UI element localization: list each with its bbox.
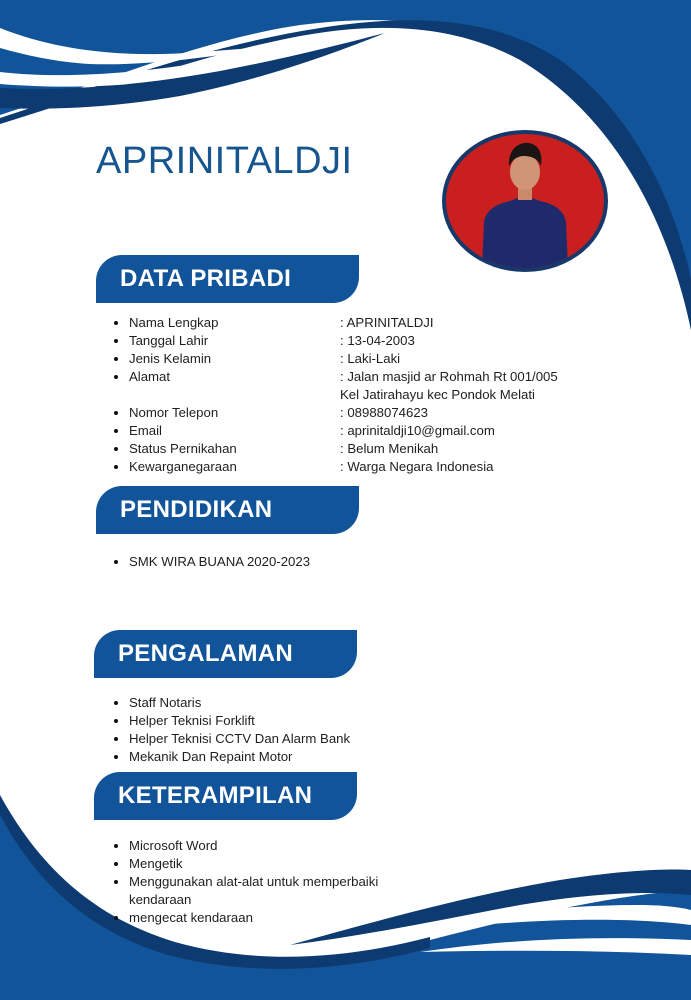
candidate-name: APRINITALDJI [96,140,353,182]
experience-list [112,694,350,766]
list-item [112,422,580,440]
list-item: Microsoft Word [112,837,402,855]
list-item: SMK WIRA BUANA 2020-2023 [112,553,310,571]
list-item: Mekanik Dan Repaint Motor [112,748,350,766]
person-silhouette-icon [446,134,604,268]
list-item: Mengetik [112,855,402,873]
field-label: Nama Lengkap [129,315,219,330]
section-title: DATA PRIBADI [120,265,292,292]
section-header-pendidikan [96,486,359,534]
section-title: PENDIDIKAN [120,496,273,523]
field-label: Nomor Telepon [129,405,219,420]
skills-list [112,837,402,927]
section-header-data-pribadi [96,255,359,303]
profile-photo [446,134,604,268]
list-item [112,368,580,404]
list-item [112,350,580,368]
section-title: KETERAMPILAN [118,782,313,809]
field-value: : APRINITALDJI [340,315,434,330]
section-title: PENGALAMAN [118,640,293,667]
field-label: Kewarganegaraan [129,459,237,474]
list-item [112,440,580,458]
list-item [112,332,580,350]
list-item [112,404,580,422]
field-value: : 08988074623 [340,405,429,420]
personal-data-list [112,314,580,476]
field-value: : Jalan masjid ar Rohmah Rt 001/005 Kel Jatirahayu kec Pondok Melati [340,369,558,402]
list-item: Helper Teknisi Forklift [112,712,350,730]
field-value: : Warga Negara Indonesia [340,459,494,474]
list-item: Staff Notaris [112,694,350,712]
field-value: : aprinitaldji10@gmail.com [340,423,495,438]
field-label: Tanggal Lahir [129,333,209,348]
list-item: mengecat kendaraan [112,909,402,927]
list-item: Menggunakan alat-alat untuk memperbaiki kendaraan [112,873,402,909]
field-value: : 13-04-2003 [340,333,415,348]
list-item: Helper Teknisi CCTV Dan Alarm Bank [112,730,350,748]
field-value: : Belum Menikah [340,441,439,456]
education-list [112,553,310,571]
list-item [112,458,580,476]
field-label: Jenis Kelamin [129,351,212,366]
field-value: : Laki-Laki [340,351,401,366]
section-header-keterampilan [94,772,357,820]
field-label: Alamat [129,369,171,384]
field-label: Status Pernikahan [129,441,237,456]
list-item [112,314,580,332]
section-header-pengalaman [94,630,357,678]
field-label: Email [129,423,162,438]
